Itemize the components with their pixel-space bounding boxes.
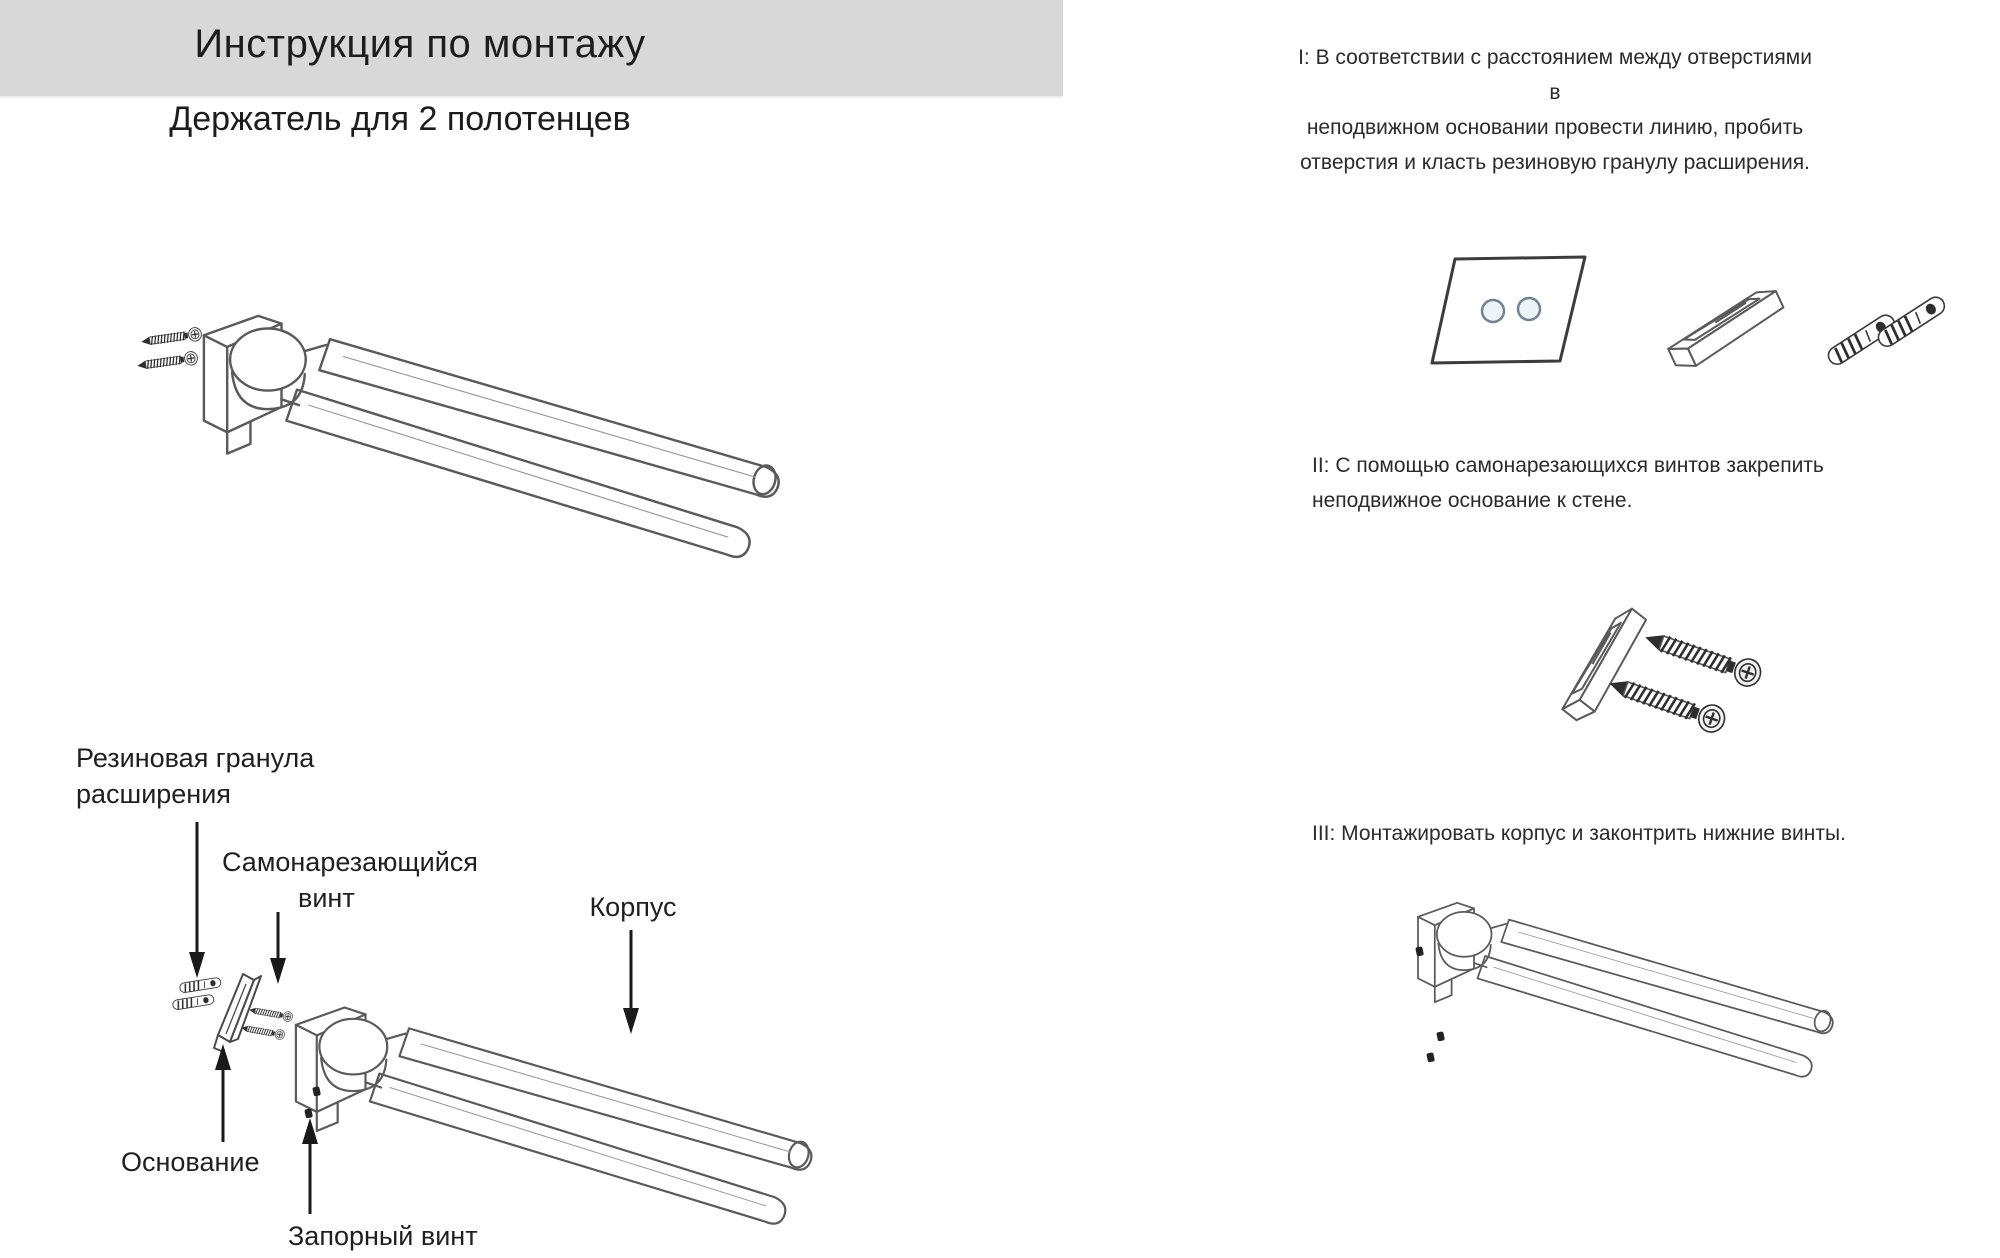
wall-anchor-icon — [1825, 294, 1948, 368]
step-3-text — [1312, 816, 2000, 851]
base-label: Основание — [121, 1147, 260, 1177]
step-1-line-2: неподвижном основании провести линию, пробить — [1306, 116, 1804, 139]
base-bracket-icon — [1662, 285, 1790, 374]
rubber-plug-label: Резиновая гранула расширения — [76, 743, 315, 809]
towel-holder-icon — [204, 316, 779, 557]
towel-holder-icon — [296, 1007, 812, 1223]
self-tapping-screw-arrow — [268, 912, 288, 986]
self-tapping-screw-label: Самонарезающийся винт — [222, 847, 478, 913]
step-2-line-1: II: С помощью самонарезающихся винтов закрепить — [1312, 454, 1824, 477]
step-2-line-2: неподвижное основание к стене. — [1312, 489, 1633, 512]
exploded-diagram — [150, 960, 850, 1258]
locking-screw-label: Запорный винт — [288, 1221, 478, 1251]
rubber-plug-arrow — [187, 822, 207, 980]
towel-holder-icon — [1418, 903, 1833, 1077]
locking-screw-arrow — [300, 1118, 320, 1216]
step-1-line-1: I: В соответствии с расстоянием между отверстиями в — [1298, 46, 1812, 104]
product-title: Держатель для 2 полотенцев — [169, 100, 631, 138]
step-3-line-1: III: Монтажировать корпус и законтрить нижние винты. — [1312, 822, 1846, 845]
step-1-line-3: отверстия и класть резиновую гранулу расширения. — [1300, 151, 1810, 174]
drilling-template-icon — [1432, 257, 1585, 363]
step-2-parts-drawing — [1528, 582, 1798, 727]
step-3-drawing — [1408, 898, 1878, 1133]
step-2-text — [1312, 448, 1992, 518]
assembled-holder-drawing — [130, 300, 820, 590]
base-arrow — [213, 1044, 233, 1144]
page-title: Инструкция по монтажу — [194, 22, 646, 66]
wall-anchor-icon — [172, 977, 221, 1010]
body-arrow — [621, 930, 641, 1036]
step-1-text — [1293, 40, 1817, 180]
base-bracket-icon — [1551, 604, 1658, 725]
header-bar — [0, 0, 1063, 98]
wall-screw-icon — [137, 327, 202, 373]
body-label: Корпус — [589, 892, 677, 922]
step-1-parts-drawing — [1420, 245, 1965, 380]
